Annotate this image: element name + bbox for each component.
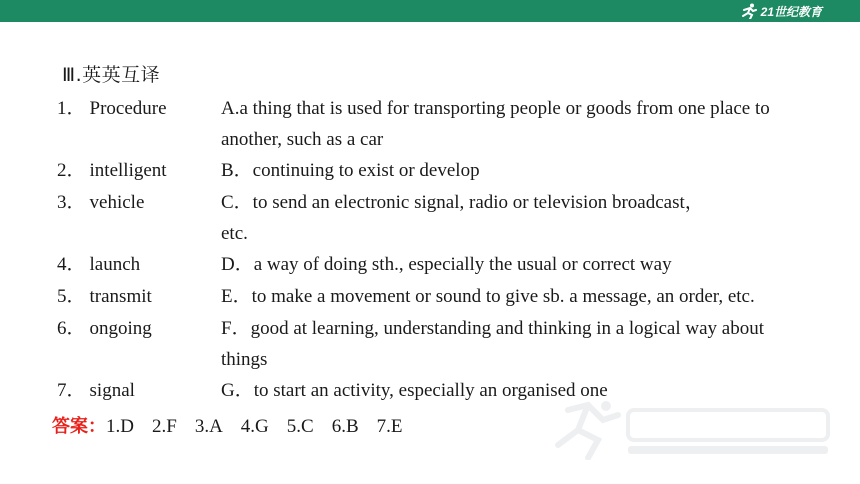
- brand-logo: [740, 2, 822, 20]
- item-term: ongoing: [89, 318, 152, 339]
- item-definition: [221, 187, 821, 249]
- definition-line: A.a thing that is used for transporting people or goods from one place to: [221, 98, 770, 119]
- brand-text: 21世纪教育: [760, 4, 822, 19]
- answer-items: [106, 416, 421, 437]
- item-number: 7．: [57, 380, 86, 401]
- definition-line: G．to start an activity, especially an organised one: [221, 380, 608, 401]
- answer-item: 7.E: [376, 416, 403, 437]
- definition-line: C．to send an electronic signal, radio or television broadcast，: [221, 192, 704, 213]
- item-term: vehicle: [89, 192, 145, 213]
- item-number-term: [57, 375, 135, 402]
- definition-line: E．to make a movement or sound to give sb. a message, an order, etc.: [221, 286, 755, 307]
- item-number-term: [57, 313, 152, 340]
- answer-line: [52, 412, 421, 438]
- definition-line: etc.: [221, 223, 248, 244]
- item-definition: [221, 93, 821, 155]
- watermark-logo: [548, 400, 838, 460]
- definition-line: B．continuing to exist or develop: [221, 160, 480, 181]
- answer-item: 3.A: [194, 416, 223, 437]
- item-number: 5．: [57, 286, 86, 307]
- item-number-term: [57, 281, 152, 308]
- answer-item: 2.F: [151, 416, 177, 437]
- item-term: launch: [89, 254, 141, 275]
- definition-line: D．a way of doing sth., especially the usual or correct way: [221, 254, 672, 275]
- item-definition: [221, 313, 821, 375]
- definition-line: F．good at learning, understanding and thinking in a logical way about: [221, 318, 764, 339]
- section-title: Ⅲ.英英互译: [62, 64, 161, 86]
- item-term: transmit: [89, 286, 152, 307]
- top-banner: [0, 0, 860, 22]
- answer-label: 答案：: [52, 416, 106, 437]
- answer-item: 1.D: [106, 416, 134, 437]
- item-number: 2．: [57, 160, 86, 181]
- definition-line: another, such as a car: [221, 129, 384, 150]
- item-term: intelligent: [89, 160, 167, 181]
- item-number-term: [57, 249, 140, 276]
- item-term: Procedure: [89, 98, 167, 119]
- item-definition: [221, 281, 821, 312]
- item-number: 6．: [57, 318, 86, 339]
- item-number: 4．: [57, 254, 86, 275]
- item-number: 3．: [57, 192, 86, 213]
- answer-item: 6.B: [331, 416, 359, 437]
- definition-line: things: [221, 349, 268, 370]
- item-number-term: [57, 187, 144, 214]
- item-definition: [221, 155, 821, 186]
- item-number-term: [57, 93, 167, 120]
- runner-icon: [740, 3, 758, 19]
- item-number: 1．: [57, 98, 86, 119]
- item-term: signal: [89, 380, 135, 401]
- answer-item: 5.C: [286, 416, 314, 437]
- answer-item: 4.G: [240, 416, 269, 437]
- item-number-term: [57, 155, 167, 182]
- item-definition: [221, 249, 821, 280]
